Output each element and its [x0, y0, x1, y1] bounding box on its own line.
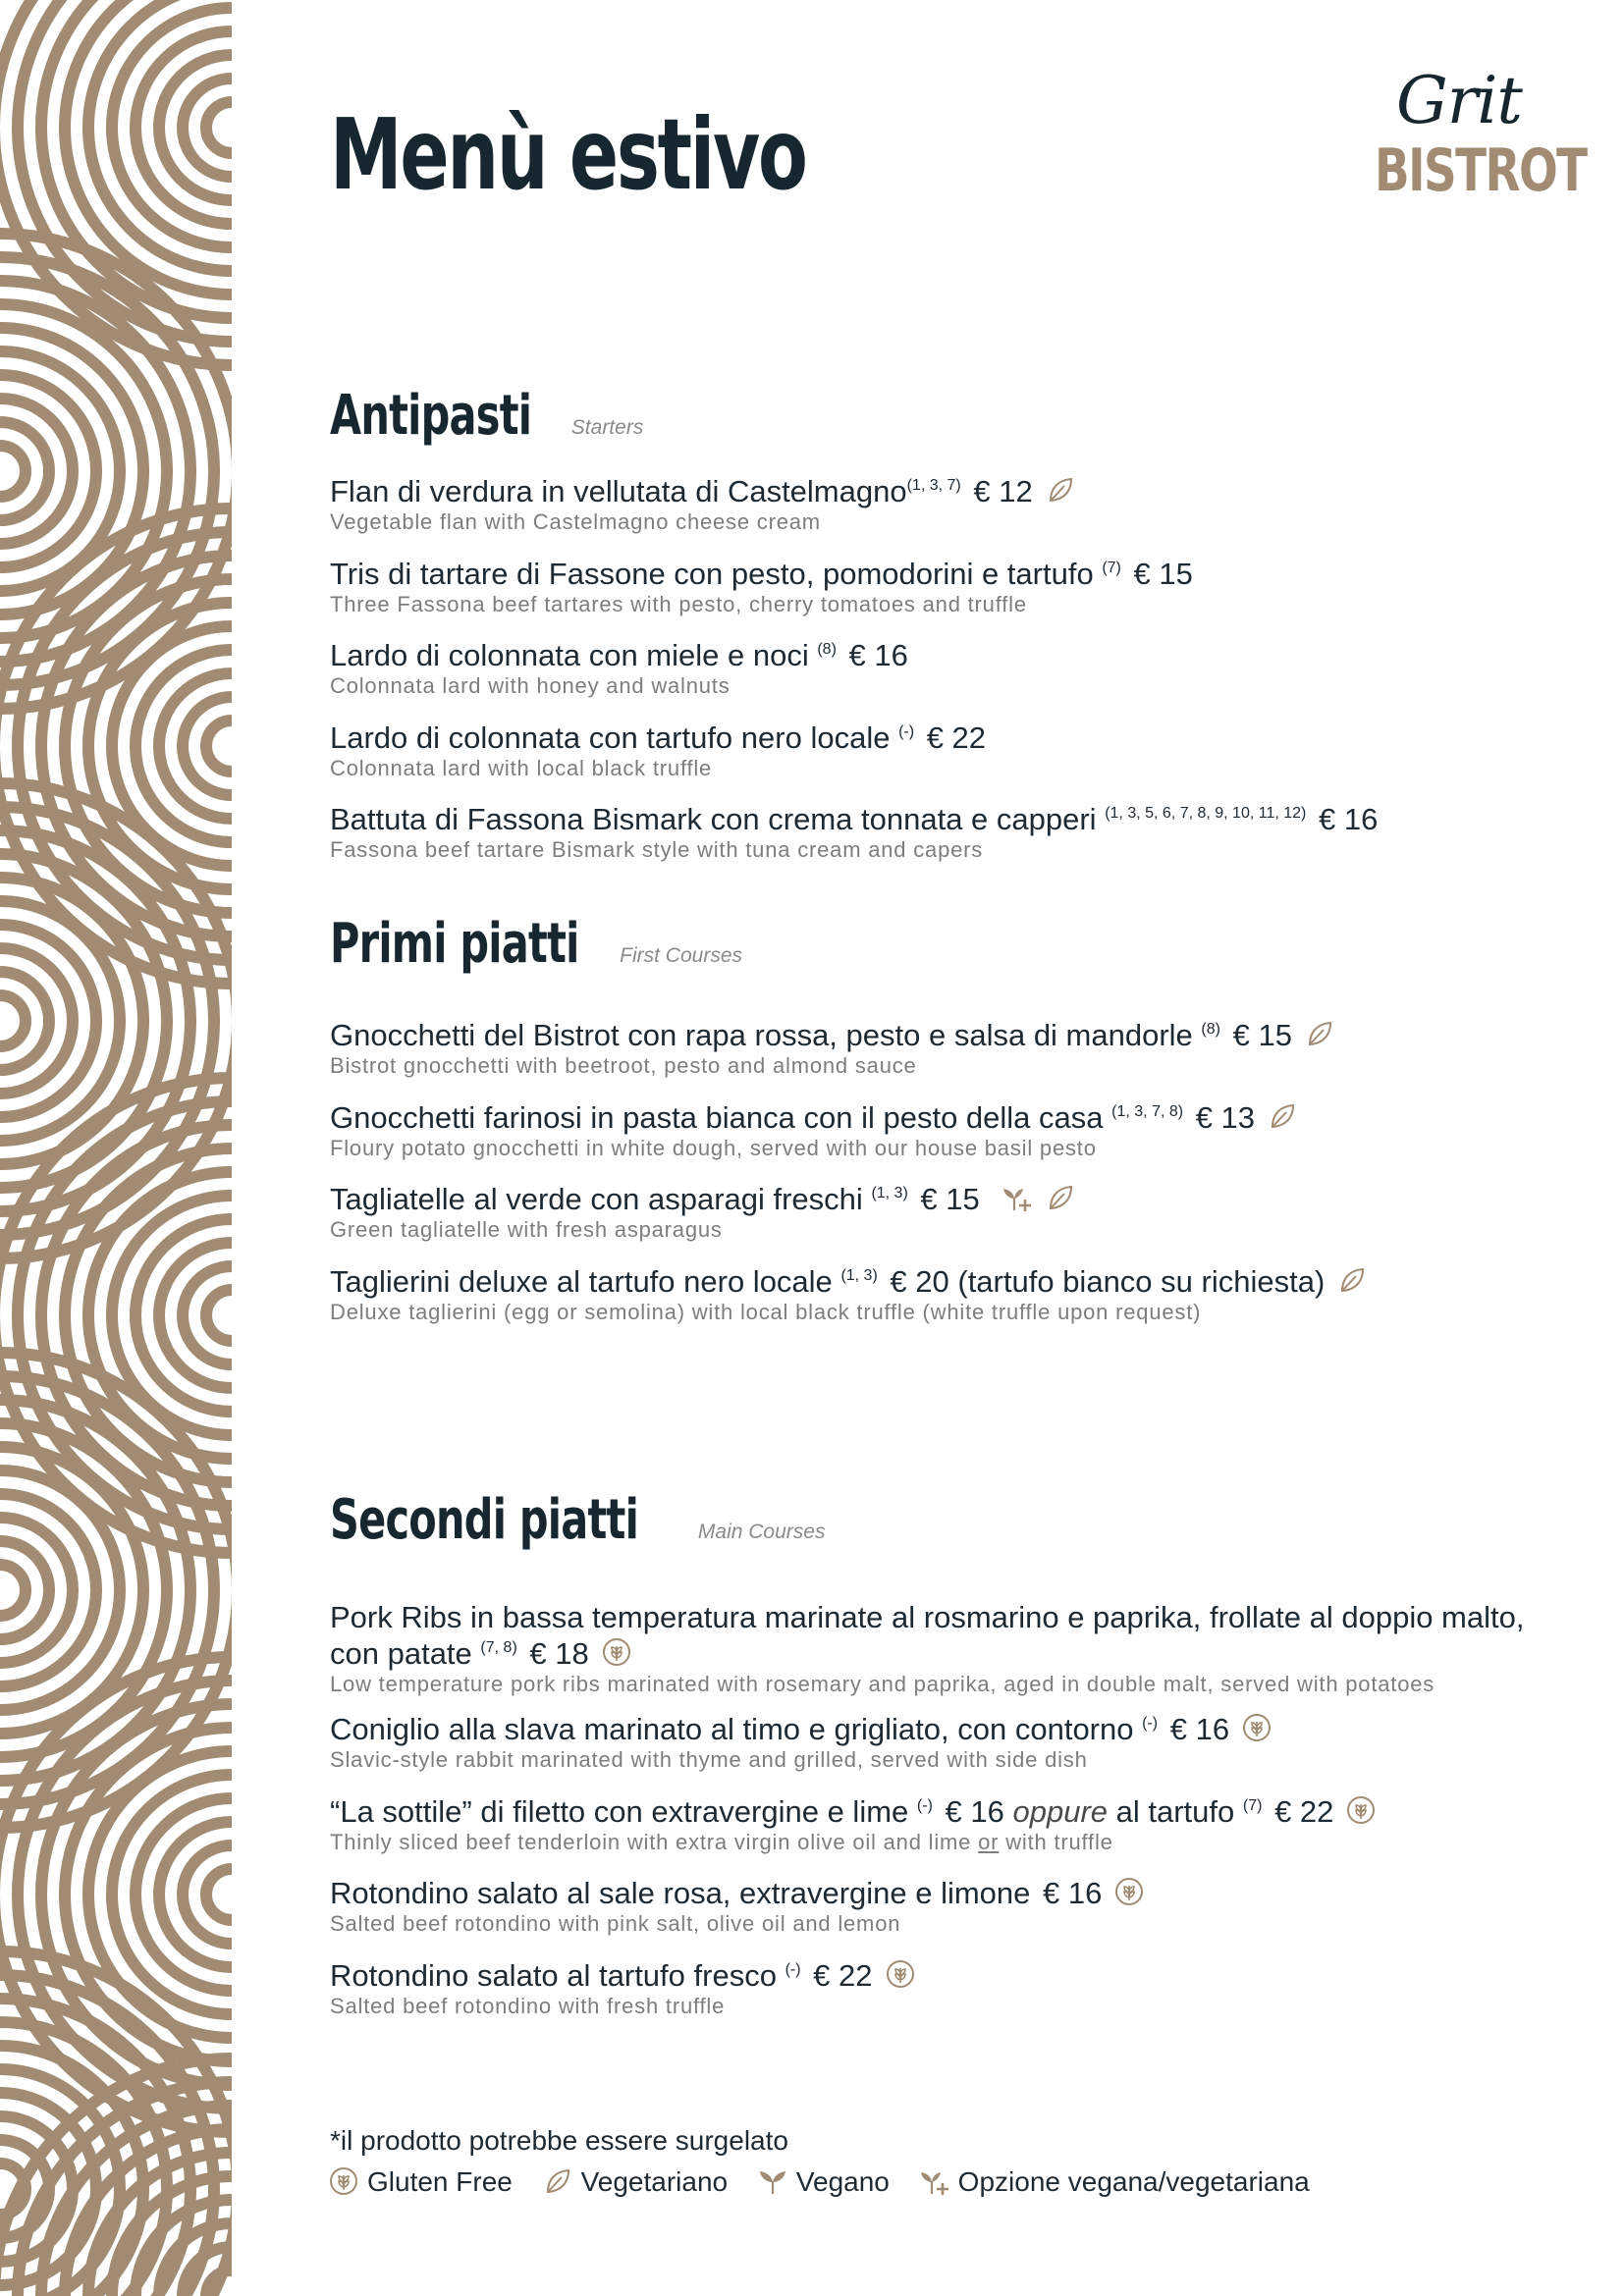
item-name: Lardo di colonnata con miele e noci: [330, 638, 809, 672]
item-description: Salted beef rotondino with pink salt, olive oil and lemon: [330, 1911, 901, 1936]
item-price: € 15: [1133, 556, 1193, 591]
item-price: € 22: [926, 720, 987, 755]
legend-gluten-free: [328, 2165, 513, 2198]
item-description: Salted beef rotondino with fresh truffle: [330, 1993, 726, 2018]
vegetarian-leaf-icon: [1267, 1100, 1298, 1132]
item-allergens: (1, 3, 7, 8): [1111, 1102, 1184, 1120]
vegetarian-leaf-icon: [1045, 1182, 1076, 1213]
menu-item: [330, 1017, 1368, 1099]
section-subtitle: Main Courses: [697, 1521, 826, 1543]
vegan-sprout-icon: [757, 2165, 788, 2197]
section-antipasti: [330, 384, 1379, 883]
item-description: Low temperature pork ribs marinated with rosemary and paprika, aged in double malt, served with potatoes: [330, 1672, 1435, 1696]
section-title: Secondi piatti: [330, 1488, 639, 1552]
menu-item: [330, 801, 1378, 883]
dietary-legend: [328, 2165, 1331, 2198]
item-price: € 20: [890, 1263, 949, 1299]
gluten-free-icon: [1113, 1876, 1145, 1907]
bistrot-logo: [1367, 63, 1587, 216]
item-alt-word: oppure: [1012, 1793, 1109, 1829]
legend-vegetarian: [542, 2165, 728, 2198]
item-allergens: (1, 3, 7): [906, 477, 961, 494]
item-description: Fassona beef tartare Bismark style with tuna cream and capers: [330, 837, 984, 862]
vegetarian-leaf-icon: [1045, 474, 1076, 506]
menu-item: [330, 1711, 1538, 1793]
menu-item: [330, 1957, 1538, 2040]
item-name: Rotondino salato al tartufo fresco: [330, 1957, 777, 1993]
item-allergens: (1, 3): [840, 1266, 878, 1284]
frozen-product-note: *il prodotto potrebbe essere surgelato: [330, 2125, 788, 2156]
item-description: Colonnata lard with honey and walnuts: [330, 673, 731, 698]
item-name: Tagliatelle al verde con asparagi freschi: [330, 1182, 863, 1216]
section-subtitle: First Courses: [620, 944, 743, 967]
menu-item: [330, 1793, 1538, 1876]
menu-item: [330, 556, 1378, 638]
desc-or: or: [978, 1829, 1000, 1854]
item-price: € 22: [813, 1957, 873, 1993]
item-name: Tris di tartare di Fassone con pesto, pomodorini e tartufo: [330, 556, 1094, 591]
gluten-free-icon: [1241, 1712, 1272, 1743]
vegan-option-icon: [919, 2165, 950, 2197]
section-secondi: [330, 1488, 1538, 2039]
menu-item: [330, 1263, 1368, 1346]
item-price: € 16: [1319, 802, 1379, 836]
item-price: € 16: [848, 638, 908, 672]
logo-word: BISTROT: [1375, 136, 1587, 205]
item-allergens: (7): [1102, 559, 1121, 576]
item-price: € 18: [529, 1636, 589, 1671]
item-allergens: (1, 3, 5, 6, 7, 8, 9, 10, 11, 12): [1105, 805, 1307, 822]
item-name: Flan di verdura in vellutata di Castelmagno: [330, 474, 907, 508]
item-name: Gnocchetti del Bistrot con rapa rossa, pesto e salsa di mandorle: [330, 1018, 1193, 1052]
item-price: € 16: [1169, 1712, 1230, 1746]
vegetarian-leaf-icon: [1304, 1018, 1335, 1049]
vegetarian-leaf-icon: [542, 2165, 573, 2197]
section-header: [330, 1488, 1538, 1562]
item-allergens: (8): [1201, 1021, 1220, 1038]
menu-item: [330, 1875, 1538, 1957]
item-alt-name: al tartufo: [1115, 1793, 1235, 1829]
item-description: Green tagliatelle with fresh asparagus: [330, 1217, 723, 1242]
item-name: Pork Ribs in bassa temperatura marinate al rosmarino e paprika, frollate al doppio malto, con patate: [330, 1600, 1525, 1671]
item-name: Gnocchetti farinosi in pasta bianca con il pesto della casa: [330, 1099, 1104, 1135]
legend-label: Opzione vegana/vegetariana: [957, 2166, 1310, 2197]
legend-label: Gluten Free: [367, 2166, 513, 2197]
menu-item: [330, 1599, 1538, 1711]
item-name: Taglierini deluxe al tartufo nero locale: [330, 1263, 833, 1299]
item-price: € 13: [1195, 1099, 1256, 1135]
item-description: Colonnata lard with local black truffle: [330, 755, 713, 780]
desc-part-b: with truffle: [999, 1829, 1113, 1854]
legend-label: Vegetariano: [580, 2166, 729, 2197]
menu-item: [330, 1181, 1368, 1263]
menu-item: [330, 473, 1378, 556]
item-description: Floury potato gnocchetti in white dough, served with our house basil pesto: [330, 1135, 1097, 1160]
item-alt-price: € 22: [1274, 1793, 1334, 1829]
section-primi: [330, 912, 1368, 1345]
page-title: Menù estivo: [330, 97, 806, 212]
item-name: Coniglio alla slava marinato al timo e grigliato, con contorno: [330, 1712, 1134, 1746]
decorative-arc-pattern: [0, 0, 232, 2296]
item-allergens: (7, 8): [480, 1639, 517, 1656]
item-description: [330, 1830, 1538, 1855]
gluten-free-icon: [601, 1636, 632, 1668]
item-alt-allergens: (7): [1242, 1796, 1263, 1814]
vegetarian-leaf-icon: [1336, 1264, 1368, 1296]
item-allergens: (8): [817, 641, 837, 658]
item-name: Rotondino salato al sale rosa, extravergine e limone: [330, 1876, 1031, 1910]
item-description: Slavic-style rabbit marinated with thyme and grilled, served with side dish: [330, 1747, 1088, 1772]
legend-label: Vegano: [795, 2166, 890, 2197]
item-allergens: (-): [785, 1960, 801, 1978]
item-price: € 15: [920, 1182, 980, 1216]
item-price: € 15: [1232, 1018, 1292, 1052]
section-title: Primi piatti: [330, 912, 579, 976]
item-price: € 12: [973, 474, 1033, 508]
item-description: Bistrot gnocchetti with beetroot, pesto and almond sauce: [330, 1053, 917, 1078]
gluten-free-icon: [328, 2165, 359, 2197]
legend-vegan-option: [919, 2165, 1310, 2198]
legend-vegan: [757, 2165, 890, 2198]
section-subtitle: Starters: [570, 416, 644, 439]
item-extra-note: (tartufo bianco su richiesta): [957, 1263, 1326, 1299]
item-name: Lardo di colonnata con tartufo nero locale: [330, 720, 891, 755]
gluten-free-icon: [1345, 1794, 1377, 1826]
item-allergens: (1, 3): [871, 1185, 908, 1201]
section-title: Antipasti: [330, 384, 532, 448]
section-header: [330, 384, 1378, 457]
item-price: € 16: [1043, 1876, 1103, 1910]
gluten-free-icon: [885, 1958, 916, 1990]
item-price: € 16: [945, 1793, 1004, 1829]
item-name: “La sottile” di filetto con extravergine e lime: [330, 1793, 909, 1829]
logo-script: Grit: [1396, 63, 1522, 138]
desc-part-a: Thinly sliced beef tenderloin with extra virgin olive oil and lime: [330, 1829, 979, 1854]
menu-item: [330, 1099, 1368, 1182]
vegan-option-icon: [1001, 1182, 1033, 1213]
item-description: Deluxe taglierini (egg or semolina) with local black truffle (white truffle upon request): [330, 1299, 1202, 1324]
item-description: Three Fassona beef tartares with pesto, cherry tomatoes and truffle: [330, 591, 1027, 616]
item-allergens: (-): [916, 1796, 933, 1814]
item-description: Vegetable flan with Castelmagno cheese cream: [330, 509, 821, 534]
item-name: Battuta di Fassona Bismark con crema tonnata e capperi: [330, 802, 1097, 836]
menu-item: [330, 720, 1378, 802]
section-header: [330, 912, 1368, 986]
item-allergens: (-): [1142, 1715, 1159, 1732]
item-allergens: (-): [898, 722, 915, 740]
menu-item: [330, 637, 1378, 720]
